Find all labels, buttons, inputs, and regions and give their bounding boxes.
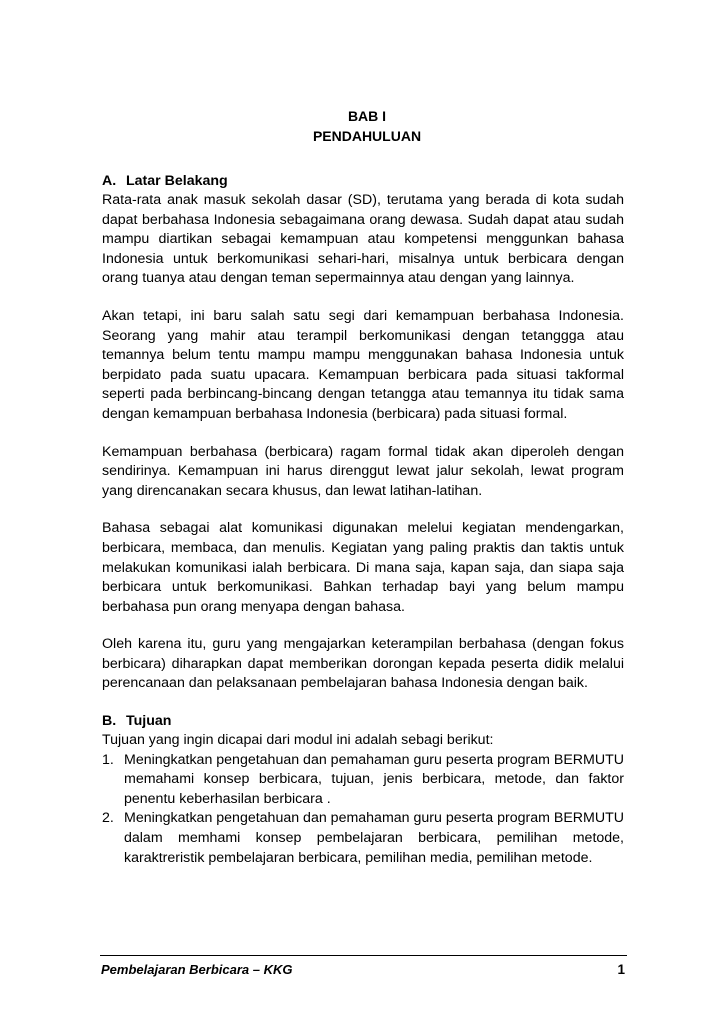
list-item-text: Meningkatkan pengetahuan dan pemahaman guru peserta program BERMUTU dalam memhami konsep pembelajaran berbicara, pemilihan metode, karaktreristik pembelajaran berbicara, pemilihan media, pemilihan metode.	[124, 810, 625, 866]
list-item-number: 1.	[102, 751, 114, 768]
list-item-number: 2.	[102, 810, 114, 827]
section-b-heading	[102, 712, 624, 731]
section-b-title: Tujuan	[126, 713, 172, 730]
chapter-number: BAB I	[347, 108, 387, 124]
paragraph: Kemampuan berbahasa (berbicara) ragam formal tidak akan diperoleh dengan sendirinya. Kemampuan ini harus direnggut lewat jalur sekolah, lewat program yang direncanakan secara khusus, dan lewat latihan-latihan.	[102, 443, 624, 499]
footer-divider	[100, 955, 627, 956]
section-b-letter: B.	[102, 713, 117, 730]
page-number: 1	[617, 962, 625, 977]
footer-label: Pembelajaran Berbicara – KKG	[101, 962, 293, 977]
chapter-name: PENDAHULUAN	[312, 128, 422, 144]
list-item	[102, 809, 624, 868]
section-a-heading	[102, 172, 624, 191]
goals-list	[102, 751, 624, 869]
paragraph: Akan tetapi, ini baru salah satu segi dari kemampuan berbahasa Indonesia. Seorang yang mahir atau terampil berkomunikasi dengan tetanggga atau temannya belum tentu mampu mampu menggunakan bahasa Indonesia untuk berpidato pada suatu upacara. Kemampuan berbicara pada situasi takformal seperti pada berbincang-bincang dengan tetangga atau temannya itu tidak sama dengan kemampuan berbahasa Indonesia (berbicara) pada situasi formal.	[102, 307, 624, 422]
list-item	[102, 751, 624, 810]
section-a-title: Latar Belakang	[126, 173, 228, 189]
paragraph: Rata-rata anak masuk sekolah dasar (SD), terutama yang berada di kota sudah dapat berbahasa Indonesia sebagaimana orang dewasa. Sudah dapat atau sudah mampu diartikan sebagai kemampuan atau kompetensi menggunkan bahasa Indonesia untuk berkomunikasi sehari-hari, misalnya untuk berbicara dengan orang tuanya atau dengan teman sepermainnya atau dengan yang lainnya.	[102, 192, 624, 287]
section-a-letter: A.	[102, 173, 117, 189]
chapter-title	[0, 106, 728, 146]
paragraph: Oleh karena itu, guru yang mengajarkan keterampilan berbahasa (dengan fokus berbicara) diharapkan dapat memberikan dorongan kepada peserta didik melalui perencanaan dan pelaksanaan pembelajaran bahasa Indonesia dengan baik.	[102, 636, 624, 692]
paragraph: Bahasa sebagai alat komunikasi digunakan melelui kegiatan mendengarkan, berbicara, membaca, dan menulis. Kegiatan yang paling praktis dan taktis untuk melakukan komunikasi ialah berbicara. Di mana saja, kapan saja, dan siapa saja berbicara untuk berkomunikasi. Bahkan terhadap bayi yang belum mampu berbahasa pun orang menyapa dengan bahasa.	[102, 520, 624, 615]
list-item-text: Meningkatkan pengetahuan dan pemahaman guru peserta program BERMUTU memahami konsep berbicara, tujuan, jenis berbicara, metode, dan faktor penentu keberhasilan berbicara .	[124, 751, 625, 807]
page-footer	[101, 961, 627, 979]
section-b-intro: Tujuan yang ingin dicapai dari modul ini adalah sebagi berikut:	[102, 732, 494, 749]
document-body	[102, 172, 624, 868]
